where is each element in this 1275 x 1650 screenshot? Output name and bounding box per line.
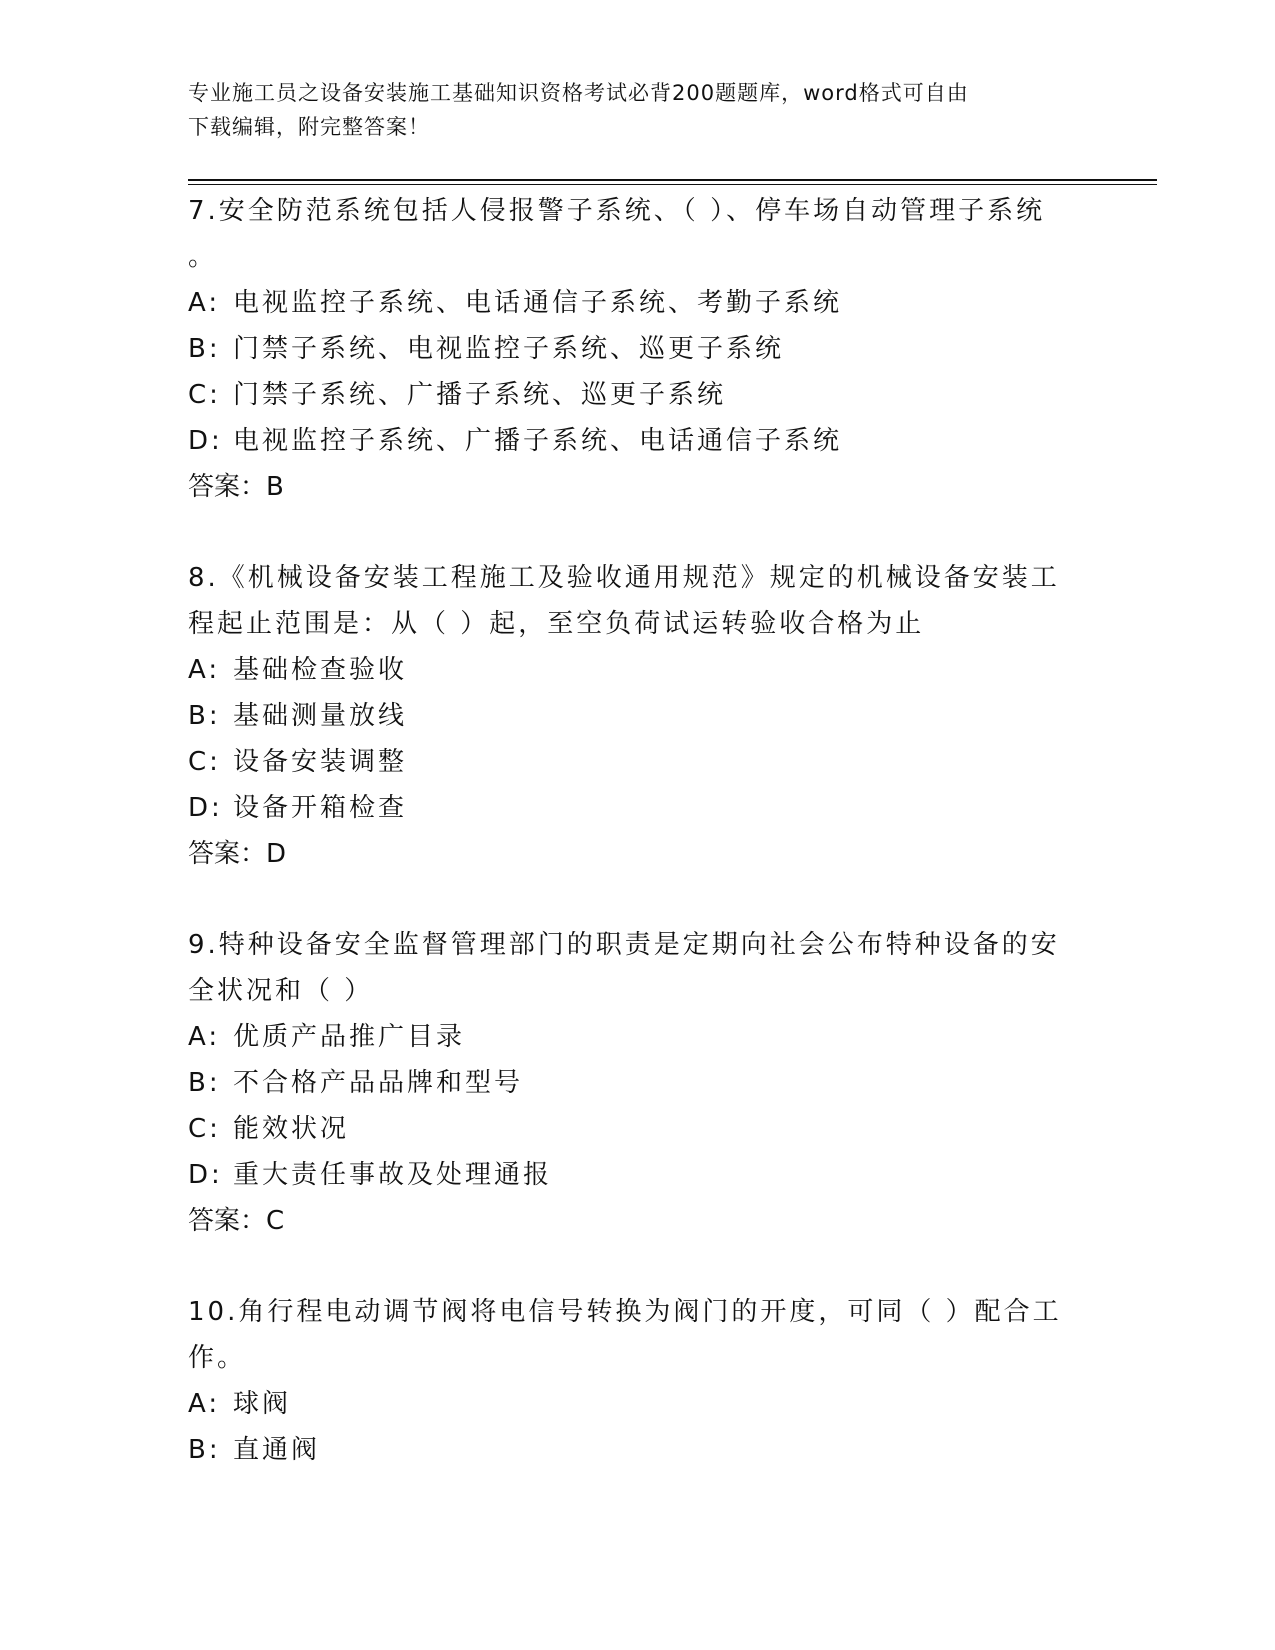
option-a (188, 1014, 1088, 1060)
option-b (188, 693, 1088, 739)
header-line-1: 专业施工员之设备安装施工基础知识资格考试必背200题题库，word格式可自由 (188, 81, 969, 105)
option-c (188, 372, 1088, 418)
answer-line: 答案：B (188, 472, 284, 502)
option-key: A: (188, 1022, 221, 1052)
option-text: 重大责任事故及处理通报 (233, 1160, 553, 1190)
option-c (188, 739, 1088, 785)
header-line-2: 下载编辑，附完整答案！ (188, 115, 430, 139)
question-spacer (188, 877, 1088, 922)
option-text: 优质产品推广目录 (233, 1022, 466, 1052)
question-stem-line-1: 7.安全防范系统包括人侵报警子系统、（ ）、停车场自动管理子系统 (188, 196, 1046, 226)
document-header (188, 76, 1088, 144)
option-a (188, 280, 1088, 326)
question-list (188, 188, 1088, 1473)
option-text: 球阀 (233, 1389, 292, 1419)
option-key: B: (188, 1068, 221, 1098)
question-stem-line-1: 9.特种设备安全监督管理部门的职责是定期向社会公布特种设备的安 (188, 930, 1060, 960)
option-key: C: (188, 747, 221, 777)
option-b (188, 1060, 1088, 1106)
option-text: 电视监控子系统、电话通信子系统、考勤子系统 (233, 288, 843, 318)
question-stem-line-2: 程起止范围是：从（ ）起，至空负荷试运转验收合格为止 (188, 609, 925, 639)
option-text: 能效状况 (233, 1114, 350, 1144)
question-stem-line-1: 10.角行程电动调节阀将电信号转换为阀门的开度，可同（ ）配合工 (188, 1297, 1062, 1327)
question-9 (188, 922, 1088, 1244)
option-a (188, 647, 1088, 693)
option-a (188, 1381, 1088, 1427)
option-text: 设备开箱检查 (233, 793, 408, 823)
question-stem-line-2: 全状况和（ ） (188, 976, 374, 1006)
option-key: C: (188, 380, 221, 410)
question-8 (188, 555, 1088, 877)
option-text: 门禁子系统、广播子系统、巡更子系统 (233, 380, 727, 410)
option-b (188, 326, 1088, 372)
option-d (188, 1152, 1088, 1198)
option-text: 基础测量放线 (233, 701, 408, 731)
option-d (188, 418, 1088, 464)
header-rule-thick (188, 179, 1157, 181)
question-spacer (188, 1244, 1088, 1289)
option-key: A: (188, 655, 221, 685)
option-text: 基础检查验收 (233, 655, 408, 685)
option-text: 直通阀 (233, 1435, 321, 1465)
option-key: B: (188, 1435, 221, 1465)
question-spacer (188, 510, 1088, 555)
option-key: D: (188, 793, 223, 823)
answer-line: 答案：C (188, 1206, 285, 1236)
option-text: 设备安装调整 (233, 747, 408, 777)
option-text: 电视监控子系统、广播子系统、电话通信子系统 (233, 426, 843, 456)
option-b (188, 1427, 1088, 1473)
option-key: C: (188, 1114, 221, 1144)
option-text: 不合格产品品牌和型号 (233, 1068, 524, 1098)
question-10 (188, 1289, 1088, 1473)
question-stem-line-2: 作。 (188, 1343, 247, 1373)
question-stem-line-2: 。 (188, 242, 218, 272)
option-key: D: (188, 426, 223, 456)
question-7 (188, 188, 1088, 510)
option-key: B: (188, 334, 221, 364)
answer-line: 答案：D (188, 839, 287, 869)
option-key: A: (188, 288, 221, 318)
option-key: A: (188, 1389, 221, 1419)
option-d (188, 785, 1088, 831)
option-key: D: (188, 1160, 223, 1190)
question-stem-line-1: 8.《机械设备安装工程施工及验收通用规范》规定的机械设备安装工 (188, 563, 1060, 593)
header-rule-thin (188, 184, 1157, 185)
option-c (188, 1106, 1088, 1152)
option-text: 门禁子系统、电视监控子系统、巡更子系统 (233, 334, 785, 364)
option-key: B: (188, 701, 221, 731)
